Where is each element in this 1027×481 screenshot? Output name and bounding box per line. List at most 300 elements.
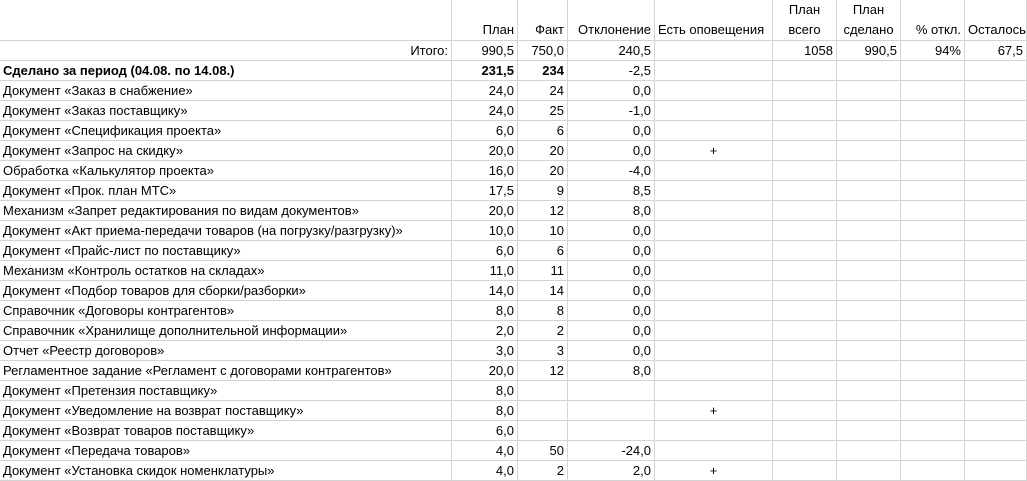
task-plan-total-cell[interactable] — [773, 341, 837, 361]
task-name: Документ «Передача товаров» — [3, 443, 191, 458]
task-plan-total-cell[interactable] — [773, 261, 837, 281]
task-plan-total-cell[interactable] — [773, 101, 837, 121]
task-deviation-cell[interactable] — [568, 281, 655, 301]
task-plan-cell[interactable] — [452, 161, 518, 181]
task-pct-dev-cell[interactable] — [901, 461, 965, 481]
total-pct-dev-cell[interactable] — [901, 41, 965, 61]
task-pct-dev-cell[interactable] — [901, 321, 965, 341]
period-label-cell[interactable] — [0, 61, 452, 81]
task-remaining-cell[interactable] — [965, 181, 1027, 201]
task-plan: 20,0 — [488, 363, 514, 378]
task-plan-done-cell[interactable] — [837, 441, 901, 461]
task-deviation: 8,0 — [632, 363, 651, 378]
header-deviation[interactable] — [568, 0, 655, 41]
task-fact-cell[interactable] — [518, 341, 568, 361]
task-pct-dev-cell[interactable] — [901, 121, 965, 141]
task-remaining-cell[interactable] — [965, 101, 1027, 121]
task-plan-total-cell[interactable] — [773, 81, 837, 101]
header-blank-cell[interactable] — [0, 0, 452, 41]
header-plan-total[interactable] — [773, 0, 837, 41]
task-name-cell[interactable] — [0, 121, 452, 141]
task-plan-total-cell[interactable] — [773, 421, 837, 441]
header-notifications[interactable] — [655, 0, 773, 41]
task-fact-cell[interactable] — [518, 461, 568, 481]
task-notification-cell[interactable] — [655, 121, 773, 141]
task-plan: 4,0 — [495, 443, 514, 458]
task-notification-cell[interactable] — [655, 141, 773, 161]
task-plan-done-cell[interactable] — [837, 281, 901, 301]
task-plan: 3,0 — [495, 343, 514, 358]
task-plan-cell[interactable] — [452, 441, 518, 461]
task-name-cell[interactable] — [0, 401, 452, 421]
task-plan: 4,0 — [495, 463, 514, 478]
total-notifications-cell[interactable] — [655, 41, 773, 61]
task-notification-cell[interactable] — [655, 361, 773, 381]
task-name-cell[interactable] — [0, 301, 452, 321]
task-deviation-cell[interactable] — [568, 221, 655, 241]
total-plan-done-cell[interactable] — [837, 41, 901, 61]
task-notification-cell[interactable] — [655, 321, 773, 341]
task-plan: 8,0 — [495, 383, 514, 398]
task-plan-cell[interactable] — [452, 221, 518, 241]
task-notification-cell[interactable] — [655, 421, 773, 441]
task-deviation: 8,5 — [632, 183, 651, 198]
task-fact-cell[interactable] — [518, 261, 568, 281]
task-plan: 20,0 — [488, 203, 514, 218]
task-plan-cell[interactable] — [452, 241, 518, 261]
task-name-cell[interactable] — [0, 101, 452, 121]
header-remaining[interactable] — [965, 0, 1027, 41]
period-deviation-cell[interactable] — [568, 61, 655, 81]
task-remaining-cell[interactable] — [965, 261, 1027, 281]
task-plan-cell[interactable] — [452, 261, 518, 281]
task-name: Документ «Спецификация проекта» — [3, 123, 222, 138]
task-pct-dev-cell[interactable] — [901, 241, 965, 261]
total-fact: 750,0 — [531, 43, 564, 58]
total-plan: 990,5 — [481, 43, 514, 58]
task-fact: 6 — [556, 123, 564, 138]
task-notification-cell[interactable] — [655, 181, 773, 201]
task-deviation-cell[interactable] — [568, 141, 655, 161]
header-fact[interactable] — [518, 0, 568, 41]
task-remaining-cell[interactable] — [965, 81, 1027, 101]
task-deviation: 0,0 — [632, 283, 651, 298]
task-deviation-cell[interactable] — [568, 261, 655, 281]
task-deviation: 0,0 — [632, 263, 651, 278]
header-pct-dev-label: % откл. — [915, 22, 961, 37]
task-name: Документ «Заказ в снабжение» — [3, 83, 193, 98]
task-name-cell[interactable] — [0, 341, 452, 361]
task-deviation: 0,0 — [632, 343, 651, 358]
task-fact-cell[interactable] — [518, 241, 568, 261]
task-name-cell[interactable] — [0, 381, 452, 401]
task-fact: 20 — [549, 143, 564, 158]
task-pct-dev-cell[interactable] — [901, 421, 965, 441]
task-name-cell[interactable] — [0, 161, 452, 181]
task-fact: 11 — [550, 263, 564, 278]
task-pct-dev-cell[interactable] — [901, 81, 965, 101]
task-name-cell[interactable] — [0, 201, 452, 221]
task-notification-cell[interactable] — [655, 101, 773, 121]
task-pct-dev-cell[interactable] — [901, 221, 965, 241]
total-deviation: 240,5 — [618, 43, 651, 58]
task-remaining-cell[interactable] — [965, 321, 1027, 341]
task-pct-dev-cell[interactable] — [901, 301, 965, 321]
header-fact-label: Факт — [535, 22, 564, 37]
task-name-cell[interactable] — [0, 441, 452, 461]
task-name-cell[interactable] — [0, 281, 452, 301]
task-name-cell[interactable] — [0, 361, 452, 381]
task-plan-total-cell[interactable] — [773, 401, 837, 421]
task-plan-total-cell[interactable] — [773, 441, 837, 461]
task-pct-dev-cell[interactable] — [901, 361, 965, 381]
task-plan-cell[interactable] — [452, 141, 518, 161]
period-fact-cell[interactable] — [518, 61, 568, 81]
task-deviation: -4,0 — [628, 163, 651, 178]
total-plan-cell[interactable] — [452, 41, 518, 61]
task-fact-cell[interactable] — [518, 381, 568, 401]
task-notification-cell[interactable] — [655, 401, 773, 421]
task-plan-done-cell[interactable] — [837, 461, 901, 481]
task-remaining-cell[interactable] — [965, 201, 1027, 221]
header-notifications-label: Есть оповещения — [658, 22, 765, 37]
header-plan-total-line1: План — [788, 2, 821, 17]
task-plan-done-cell[interactable] — [837, 381, 901, 401]
period-notifications-cell[interactable] — [655, 61, 773, 81]
task-plan-done-cell[interactable] — [837, 301, 901, 321]
task-name: Документ «Установка скидок номенклатуры» — [3, 463, 275, 478]
task-pct-dev-cell[interactable] — [901, 341, 965, 361]
task-fact-cell[interactable] — [518, 101, 568, 121]
task-plan-done-cell[interactable] — [837, 201, 901, 221]
task-plan-cell[interactable] — [452, 321, 518, 341]
total-remaining: 67,5 — [997, 43, 1023, 58]
task-deviation-cell[interactable] — [568, 201, 655, 221]
task-fact-cell[interactable] — [518, 421, 568, 441]
total-plan-done: 990,5 — [864, 43, 897, 58]
period-plan-done-cell[interactable] — [837, 61, 901, 81]
task-remaining-cell[interactable] — [965, 461, 1027, 481]
task-remaining-cell[interactable] — [965, 241, 1027, 261]
task-pct-dev-cell[interactable] — [901, 141, 965, 161]
task-pct-dev-cell[interactable] — [901, 441, 965, 461]
task-fact: 50 — [549, 443, 564, 458]
task-deviation: 0,0 — [632, 223, 651, 238]
task-notification-cell[interactable] — [655, 261, 773, 281]
task-deviation-cell[interactable] — [568, 441, 655, 461]
task-remaining-cell[interactable] — [965, 341, 1027, 361]
task-name: Справочник «Договоры контрагентов» — [3, 303, 235, 318]
task-deviation-cell[interactable] — [568, 181, 655, 201]
total-deviation-cell[interactable] — [568, 41, 655, 61]
task-plan-done-cell[interactable] — [837, 181, 901, 201]
header-plan-done-line1: План — [852, 2, 885, 17]
task-fact-cell[interactable] — [518, 361, 568, 381]
task-name-cell[interactable] — [0, 221, 452, 241]
total-plan-total: 1058 — [804, 43, 833, 58]
header-deviation-label: Отклонение — [578, 22, 651, 37]
total-remaining-cell[interactable] — [965, 41, 1027, 61]
task-plan-cell[interactable] — [452, 181, 518, 201]
task-deviation-cell[interactable] — [568, 401, 655, 421]
task-plan-done-cell[interactable] — [837, 261, 901, 281]
task-name: Справочник «Хранилище дополнительной информации» — [3, 323, 348, 338]
task-notification-cell[interactable] — [655, 381, 773, 401]
task-plan: 6,0 — [495, 423, 514, 438]
task-name-cell[interactable] — [0, 321, 452, 341]
task-fact: 2 — [556, 463, 564, 478]
task-deviation: 0,0 — [632, 323, 651, 338]
task-notification-cell[interactable] — [655, 281, 773, 301]
task-name-cell[interactable] — [0, 241, 452, 261]
task-pct-dev-cell[interactable] — [901, 281, 965, 301]
task-fact: 8 — [556, 303, 564, 318]
task-plan-done-cell[interactable] — [837, 361, 901, 381]
total-label-cell[interactable] — [0, 41, 452, 61]
task-plan: 10,0 — [488, 223, 514, 238]
task-plan: 14,0 — [488, 283, 514, 298]
task-plan-total-cell[interactable] — [773, 161, 837, 181]
task-plan-cell[interactable] — [452, 101, 518, 121]
task-plan-done-cell[interactable] — [837, 141, 901, 161]
task-deviation-cell[interactable] — [568, 121, 655, 141]
task-remaining-cell[interactable] — [965, 421, 1027, 441]
task-deviation: 2,0 — [632, 463, 651, 478]
task-fact: 12 — [549, 363, 564, 378]
task-plan-cell[interactable] — [452, 201, 518, 221]
period-plan-total-cell[interactable] — [773, 61, 837, 81]
task-pct-dev-cell[interactable] — [901, 381, 965, 401]
task-remaining-cell[interactable] — [965, 301, 1027, 321]
task-name: Документ «Подбор товаров для сборки/разборки» — [3, 283, 306, 298]
task-plan-done-cell[interactable] — [837, 321, 901, 341]
task-name: Документ «Претензия поставщику» — [3, 383, 218, 398]
task-deviation-cell[interactable] — [568, 461, 655, 481]
task-name-cell[interactable] — [0, 261, 452, 281]
task-deviation: -1,0 — [628, 103, 651, 118]
task-remaining-cell[interactable] — [965, 121, 1027, 141]
task-notification-cell[interactable] — [655, 241, 773, 261]
task-plan-cell[interactable] — [452, 81, 518, 101]
task-fact: 24 — [549, 83, 564, 98]
task-remaining-cell[interactable] — [965, 361, 1027, 381]
task-plan-cell[interactable] — [452, 401, 518, 421]
task-name: Документ «Возврат товаров поставщику» — [3, 423, 255, 438]
task-deviation: 0,0 — [632, 143, 651, 158]
task-deviation-cell[interactable] — [568, 321, 655, 341]
task-fact-cell[interactable] — [518, 401, 568, 421]
task-plan: 16,0 — [488, 163, 514, 178]
total-pct-dev: 94% — [934, 43, 961, 58]
task-fact-cell[interactable] — [518, 161, 568, 181]
task-plan-total-cell[interactable] — [773, 181, 837, 201]
task-notification: + — [709, 463, 718, 478]
task-fact-cell[interactable] — [518, 141, 568, 161]
task-name: Документ «Акт приема-передачи товаров (на погрузку/разгрузку)» — [3, 223, 403, 238]
task-pct-dev-cell[interactable] — [901, 181, 965, 201]
task-remaining-cell[interactable] — [965, 221, 1027, 241]
task-name-cell[interactable] — [0, 181, 452, 201]
task-plan-done-cell[interactable] — [837, 241, 901, 261]
task-name: Механизм «Контроль остатков на складах» — [3, 263, 265, 278]
total-plan-total-cell[interactable] — [773, 41, 837, 61]
period-label: Сделано за период (04.08. по 14.08.) — [3, 63, 235, 78]
total-fact-cell[interactable] — [518, 41, 568, 61]
task-plan-cell[interactable] — [452, 341, 518, 361]
task-fact: 12 — [549, 203, 564, 218]
task-name: Документ «Уведомление на возврат поставщику» — [3, 403, 304, 418]
task-plan-done-cell[interactable] — [837, 221, 901, 241]
task-fact-cell[interactable] — [518, 121, 568, 141]
task-fact-cell[interactable] — [518, 81, 568, 101]
task-plan-cell[interactable] — [452, 281, 518, 301]
task-deviation: 0,0 — [632, 303, 651, 318]
task-pct-dev-cell[interactable] — [901, 161, 965, 181]
period-plan: 231,5 — [481, 63, 514, 78]
task-plan: 6,0 — [495, 243, 514, 258]
task-fact: 3 — [556, 343, 564, 358]
task-plan: 11,0 — [489, 263, 514, 278]
task-pct-dev-cell[interactable] — [901, 261, 965, 281]
task-plan-cell[interactable] — [452, 421, 518, 441]
task-pct-dev-cell[interactable] — [901, 101, 965, 121]
task-deviation-cell[interactable] — [568, 241, 655, 261]
task-plan-total-cell[interactable] — [773, 221, 837, 241]
task-plan-total-cell[interactable] — [773, 381, 837, 401]
task-plan: 20,0 — [488, 143, 514, 158]
task-deviation: -24,0 — [621, 443, 651, 458]
task-plan: 24,0 — [488, 103, 514, 118]
task-plan-cell[interactable] — [452, 381, 518, 401]
task-notification-cell[interactable] — [655, 201, 773, 221]
header-plan-done[interactable] — [837, 0, 901, 41]
task-notification: + — [709, 403, 718, 418]
task-deviation-cell[interactable] — [568, 341, 655, 361]
task-fact: 2 — [556, 323, 564, 338]
task-plan-total-cell[interactable] — [773, 201, 837, 221]
task-deviation: 8,0 — [632, 203, 651, 218]
task-plan-done-cell[interactable] — [837, 341, 901, 361]
task-fact-cell[interactable] — [518, 221, 568, 241]
task-name: Документ «Прайс-лист по поставщику» — [3, 243, 241, 258]
task-name-cell[interactable] — [0, 141, 452, 161]
task-remaining-cell[interactable] — [965, 381, 1027, 401]
task-fact-cell[interactable] — [518, 281, 568, 301]
task-notification-cell[interactable] — [655, 161, 773, 181]
header-plan[interactable] — [452, 0, 518, 41]
period-remaining-cell[interactable] — [965, 61, 1027, 81]
task-name-cell[interactable] — [0, 81, 452, 101]
header-plan-done-line2: сделано — [843, 22, 894, 37]
period-plan-cell[interactable] — [452, 61, 518, 81]
task-deviation-cell[interactable] — [568, 421, 655, 441]
task-fact: 25 — [549, 103, 564, 118]
task-notification-cell[interactable] — [655, 81, 773, 101]
task-remaining-cell[interactable] — [965, 141, 1027, 161]
task-deviation-cell[interactable] — [568, 301, 655, 321]
header-remaining-label: Осталось — [968, 22, 1026, 37]
task-plan-cell[interactable] — [452, 461, 518, 481]
task-pct-dev-cell[interactable] — [901, 401, 965, 421]
task-plan: 8,0 — [495, 403, 514, 418]
task-fact: 20 — [549, 163, 564, 178]
task-plan-total-cell[interactable] — [773, 321, 837, 341]
task-remaining-cell[interactable] — [965, 281, 1027, 301]
task-plan-done-cell[interactable] — [837, 121, 901, 141]
task-deviation: 0,0 — [632, 243, 651, 258]
task-fact-cell[interactable] — [518, 321, 568, 341]
task-name: Документ «Заказ поставщику» — [3, 103, 188, 118]
task-plan-cell[interactable] — [452, 121, 518, 141]
task-plan-total-cell[interactable] — [773, 141, 837, 161]
task-name: Документ «Запрос на скидку» — [3, 143, 183, 158]
period-deviation: -2,5 — [628, 63, 651, 78]
task-notification-cell[interactable] — [655, 221, 773, 241]
task-plan-total-cell[interactable] — [773, 461, 837, 481]
task-fact-cell[interactable] — [518, 441, 568, 461]
period-pct-dev-cell[interactable] — [901, 61, 965, 81]
task-deviation-cell[interactable] — [568, 81, 655, 101]
task-plan-cell[interactable] — [452, 361, 518, 381]
task-fact-cell[interactable] — [518, 301, 568, 321]
task-name: Регламентное задание «Регламент с договорами контрагентов» — [3, 363, 392, 378]
task-deviation-cell[interactable] — [568, 361, 655, 381]
task-plan-total-cell[interactable] — [773, 121, 837, 141]
task-remaining-cell[interactable] — [965, 161, 1027, 181]
task-deviation-cell[interactable] — [568, 161, 655, 181]
task-plan-total-cell[interactable] — [773, 301, 837, 321]
task-fact: 9 — [556, 183, 564, 198]
task-notification-cell[interactable] — [655, 461, 773, 481]
task-plan: 24,0 — [488, 83, 514, 98]
header-plan-label: План — [482, 22, 514, 37]
task-deviation-cell[interactable] — [568, 101, 655, 121]
task-fact-cell[interactable] — [518, 181, 568, 201]
task-plan-total-cell[interactable] — [773, 361, 837, 381]
task-fact: 14 — [549, 283, 564, 298]
task-notification-cell[interactable] — [655, 341, 773, 361]
header-plan-total-line2: всего — [788, 22, 821, 37]
total-label: Итого: — [410, 43, 448, 58]
task-plan: 8,0 — [495, 303, 514, 318]
task-plan-done-cell[interactable] — [837, 81, 901, 101]
task-plan-cell[interactable] — [452, 301, 518, 321]
task-deviation: 0,0 — [632, 83, 651, 98]
task-plan-done-cell[interactable] — [837, 421, 901, 441]
task-notification: + — [709, 143, 718, 158]
task-name-cell[interactable] — [0, 421, 452, 441]
task-plan: 6,0 — [495, 123, 514, 138]
task-plan-total-cell[interactable] — [773, 281, 837, 301]
task-plan-total-cell[interactable] — [773, 241, 837, 261]
task-remaining-cell[interactable] — [965, 401, 1027, 421]
task-name-cell[interactable] — [0, 461, 452, 481]
task-fact-cell[interactable] — [518, 201, 568, 221]
task-notification-cell[interactable] — [655, 301, 773, 321]
task-plan-done-cell[interactable] — [837, 401, 901, 421]
header-pct-dev[interactable] — [901, 0, 965, 41]
task-plan-done-cell[interactable] — [837, 161, 901, 181]
task-deviation-cell[interactable] — [568, 381, 655, 401]
task-fact: 10 — [549, 223, 564, 238]
task-fact: 6 — [556, 243, 564, 258]
task-pct-dev-cell[interactable] — [901, 201, 965, 221]
task-notification-cell[interactable] — [655, 441, 773, 461]
task-plan-done-cell[interactable] — [837, 101, 901, 121]
task-plan: 2,0 — [495, 323, 514, 338]
task-remaining-cell[interactable] — [965, 441, 1027, 461]
task-plan: 17,5 — [488, 183, 514, 198]
